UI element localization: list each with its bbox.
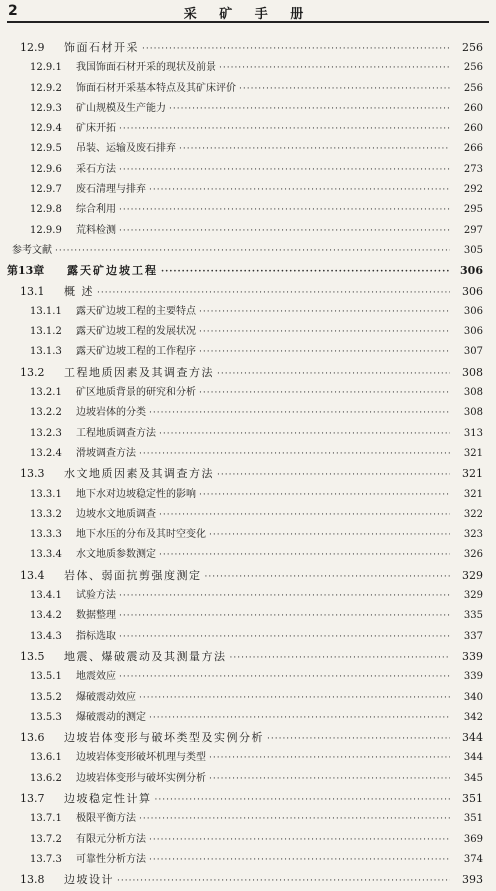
toc-entry-title: 边坡岩体的分类 (76, 407, 146, 419)
toc-entry-number: 13.4.2 (30, 610, 62, 622)
toc-entry-number: 13.6 (20, 731, 45, 745)
toc-entry-number: 13.1 (20, 284, 45, 298)
dot-leader (199, 485, 450, 505)
toc-entry-page: 306 (462, 284, 483, 298)
toc-entry (0, 160, 496, 180)
toc-entry (0, 403, 496, 423)
toc-entry (0, 830, 496, 850)
toc-entry (0, 708, 496, 728)
toc-entry-page: 345 (463, 772, 483, 784)
dot-leader (205, 567, 451, 587)
dot-leader (239, 79, 450, 99)
toc-entry-page: 329 (463, 590, 483, 602)
toc-entry-title: 露天矿边坡工程的工作程序 (76, 346, 196, 358)
toc-entry-title: 工程地质调查方法 (76, 427, 156, 439)
toc-entry (0, 200, 496, 220)
toc-entry-title: 地下水压的分布及其时空变化 (76, 529, 206, 541)
header-rule (7, 21, 489, 23)
dot-leader (149, 180, 450, 200)
dot-leader (55, 241, 450, 261)
toc-entry-title: 荒料检测 (76, 224, 116, 236)
toc-entry-number: 13.7.3 (30, 853, 62, 865)
toc-entry-number: 13.3.1 (30, 488, 62, 500)
toc-entry (0, 38, 496, 58)
dot-leader (159, 505, 450, 525)
toc-entry-page: 339 (462, 649, 483, 663)
toc-entry-title: 矿区地质背景的研究和分析 (76, 387, 196, 399)
toc-entry (0, 363, 496, 383)
toc-entry-number: 12.9 (20, 41, 45, 54)
toc-entry-number: 13.5.3 (30, 711, 62, 723)
toc-entry-title: 综合利用 (76, 204, 116, 216)
toc-entry-title: 采石方法 (76, 163, 116, 175)
toc-entry (0, 241, 496, 261)
toc-entry (0, 302, 496, 322)
toc-entry-page: 308 (463, 407, 483, 419)
toc-entry-page: 321 (463, 447, 483, 459)
dot-leader (219, 58, 450, 78)
toc-entry-title: 地震、爆破震动及其测量方法 (64, 649, 227, 663)
dot-leader (209, 525, 450, 545)
toc-entry-page: 322 (463, 508, 483, 520)
toc-entry-number: 12.9.3 (30, 102, 62, 114)
dot-leader (119, 627, 450, 647)
toc-entry-number: 13.6.1 (30, 752, 62, 764)
toc-entry-page: 323 (463, 529, 483, 541)
toc-entry-title: 饰面石材开采 (64, 41, 139, 54)
toc-entry (0, 545, 496, 565)
toc-entry-title: 水文地质因素及其调查方法 (64, 467, 214, 481)
toc-entry-title: 爆破震动的测定 (76, 711, 146, 723)
toc-entry (0, 383, 496, 403)
toc-entry-number: 13.5.1 (30, 671, 62, 683)
toc-entry-number: 13.2.3 (30, 427, 62, 439)
toc-entry-number: 13.5.2 (30, 691, 62, 703)
toc-entry-title: 可靠性分析方法 (76, 853, 146, 865)
toc-entry-title: 边坡岩体变形破坏机理与类型 (76, 752, 206, 764)
toc-entry (0, 282, 496, 302)
toc-entry-number: 12.9.8 (30, 204, 62, 216)
toc-entry-page: 340 (463, 691, 483, 703)
toc-entry-number: 13.1.3 (30, 346, 62, 358)
toc-entry-number: 13.4.1 (30, 590, 62, 602)
toc-entry-page: 313 (463, 427, 483, 439)
toc-entry-number: 13.2.4 (30, 447, 62, 459)
dot-leader (199, 342, 450, 362)
toc-entry-page: 306 (463, 326, 483, 338)
dot-leader (217, 364, 450, 384)
toc-entry (0, 809, 496, 829)
toc-entry-title: 极限平衡方法 (76, 813, 136, 825)
dot-leader (139, 688, 450, 708)
toc-entry-page: 335 (463, 610, 483, 622)
dot-leader (142, 39, 450, 59)
toc-entry-title: 我国饰面石材开采的现状及前景 (76, 62, 216, 74)
dot-leader (119, 160, 450, 180)
dot-leader (139, 809, 450, 829)
toc-entry-page: 351 (463, 813, 483, 825)
toc-entry (0, 850, 496, 870)
toc-entry (0, 79, 496, 99)
toc-entry-number: 12.9.6 (30, 163, 62, 175)
toc-entry-page: 326 (463, 549, 483, 561)
toc-entry (0, 870, 496, 890)
toc-entry (0, 769, 496, 789)
dot-leader (149, 850, 450, 870)
toc-entry-page: 374 (463, 853, 483, 865)
toc-entry (0, 424, 496, 444)
toc-entry-title: 爆破震动效应 (76, 691, 136, 703)
toc-entry (0, 119, 496, 139)
toc-entry (0, 627, 496, 647)
toc-entry-page: 308 (463, 387, 483, 399)
toc-entry-title: 边坡水文地质调查 (76, 508, 156, 520)
toc-entry-title: 滑坡调查方法 (76, 447, 136, 459)
toc-entry-page: 256 (463, 62, 483, 74)
toc-entry-title: 有限元分析方法 (76, 833, 146, 845)
toc-entry-number: 13.7 (20, 791, 45, 805)
dot-leader (119, 606, 450, 626)
toc-entry (0, 505, 496, 525)
toc-entry-page: 305 (463, 244, 483, 256)
dot-leader (119, 200, 450, 220)
toc-entry (0, 606, 496, 626)
dot-leader (159, 545, 450, 565)
toc-entry-title: 边坡岩体变形与破坏类型及实例分析 (64, 731, 264, 745)
dot-leader (149, 708, 450, 728)
toc-entry-page: 307 (463, 346, 483, 358)
toc-entry (0, 180, 496, 200)
toc-entry (0, 789, 496, 809)
toc-entry-number: 13.3.4 (30, 549, 62, 561)
toc-entry-page: 306 (463, 305, 483, 317)
toc-entry (0, 485, 496, 505)
toc-entry-title: 地震效应 (76, 671, 116, 683)
toc-entry-page: 256 (462, 41, 483, 54)
dot-leader (117, 871, 450, 891)
dot-leader (199, 322, 450, 342)
dot-leader (119, 586, 450, 606)
toc-entry-page: 273 (463, 163, 483, 175)
toc-entry-number: 13.7.2 (30, 833, 62, 845)
toc-entry (0, 58, 496, 78)
toc-entry-number: 13.2.2 (30, 407, 62, 419)
toc-entry-number: 13.3.3 (30, 529, 62, 541)
dot-leader (209, 769, 450, 789)
toc-entry (0, 647, 496, 667)
toc-entry-page: 337 (463, 630, 483, 642)
toc-entry (0, 221, 496, 241)
toc-entry-number: 13.5 (20, 649, 45, 663)
toc-entry-number: 13.8 (20, 873, 45, 887)
toc-entry-page: 260 (463, 123, 483, 135)
toc-entry-page: 339 (463, 671, 483, 683)
toc-entry-number: 13.7.1 (30, 813, 62, 825)
dot-leader (149, 403, 450, 423)
toc-entry-page: 308 (462, 365, 483, 379)
dot-leader (97, 283, 450, 303)
toc-entry-page: 321 (462, 467, 483, 481)
dot-leader (155, 790, 451, 810)
toc-chapter-entry (0, 261, 496, 281)
toc-entry (0, 728, 496, 748)
toc-entry-number: 12.9.9 (30, 224, 62, 236)
toc-entry (0, 586, 496, 606)
toc-entry-title: 露天矿边坡工程 (67, 264, 158, 278)
table-of-contents (0, 38, 496, 890)
toc-entry-page: 295 (463, 204, 483, 216)
toc-entry-number: 12.9.4 (30, 123, 62, 135)
toc-entry (0, 139, 496, 159)
toc-entry-title: 试验方法 (76, 590, 116, 602)
toc-entry-number: 12.9.5 (30, 143, 62, 155)
toc-entry-title: 废石清理与排弃 (76, 184, 146, 196)
toc-entry-number: 12.9.7 (30, 184, 62, 196)
toc-entry (0, 99, 496, 119)
toc-entry-page: 369 (463, 833, 483, 845)
dot-leader (161, 262, 450, 282)
toc-entry-page: 393 (462, 873, 483, 887)
toc-entry-number: 13.1.1 (30, 305, 62, 317)
toc-entry-title: 饰面石材开采基本特点及其矿床评价 (76, 82, 236, 94)
toc-entry-title: 岩体、弱面抗剪强度测定 (64, 568, 202, 582)
toc-entry-page: 321 (463, 488, 483, 500)
toc-entry-page: 351 (462, 791, 483, 805)
toc-entry-number: 12.9.2 (30, 82, 62, 94)
toc-entry-number: 13.2 (20, 365, 45, 379)
dot-leader (139, 444, 450, 464)
toc-entry-number: 13.4.3 (30, 630, 62, 642)
toc-entry (0, 444, 496, 464)
toc-entry (0, 342, 496, 362)
toc-entry-page: 306 (460, 264, 483, 278)
toc-entry (0, 688, 496, 708)
toc-entry-number: 第13章 (7, 264, 45, 278)
toc-entry-title: 参考文献 (12, 244, 52, 256)
toc-entry-page: 344 (463, 752, 483, 764)
toc-entry-title: 指标选取 (76, 630, 116, 642)
dot-leader (119, 119, 450, 139)
dot-leader (169, 99, 450, 119)
toc-entry-title: 边坡稳定性计算 (64, 791, 152, 805)
toc-entry-title: 数据整理 (76, 610, 116, 622)
dot-leader (209, 748, 450, 768)
toc-entry-title: 矿床开拓 (76, 123, 116, 135)
toc-entry (0, 667, 496, 687)
dot-leader (179, 139, 450, 159)
toc-entry (0, 525, 496, 545)
page-header (0, 0, 496, 22)
dot-leader (217, 465, 450, 485)
toc-entry-number: 13.3 (20, 467, 45, 481)
toc-entry-page: 260 (463, 102, 483, 114)
toc-entry-number: 13.1.2 (30, 326, 62, 338)
toc-entry-page: 256 (463, 82, 483, 94)
dot-leader (119, 221, 450, 241)
toc-entry-title: 矿山规模及生产能力 (76, 102, 166, 114)
toc-entry-number: 13.4 (20, 568, 45, 582)
toc-entry-title: 吊装、运输及废石排弃 (76, 143, 176, 155)
toc-entry-page: 266 (463, 143, 483, 155)
dot-leader (230, 648, 451, 668)
dot-leader (119, 667, 450, 687)
toc-entry-title: 概 述 (64, 284, 94, 298)
toc-entry (0, 464, 496, 484)
toc-entry (0, 322, 496, 342)
toc-entry (0, 748, 496, 768)
toc-entry-title: 工程地质因素及其调查方法 (64, 365, 214, 379)
dot-leader (159, 424, 450, 444)
toc-entry-title: 边坡岩体变形与破坏实例分析 (76, 772, 206, 784)
toc-entry-page: 342 (463, 711, 483, 723)
dot-leader (199, 302, 450, 322)
book-title: 采 矿 手 册 (183, 7, 313, 22)
toc-entry-number: 13.6.2 (30, 772, 62, 784)
dot-leader (267, 729, 450, 749)
toc-entry-title: 露天矿边坡工程的主要特点 (76, 305, 196, 317)
toc-entry-number: 12.9.1 (30, 62, 62, 74)
toc-entry-title: 露天矿边坡工程的发展状况 (76, 326, 196, 338)
toc-entry-title: 地下水对边坡稳定性的影响 (76, 488, 196, 500)
toc-entry-page: 297 (463, 224, 483, 236)
toc-entry-page: 329 (462, 568, 483, 582)
toc-entry-number: 13.2.1 (30, 387, 62, 399)
toc-entry-page: 344 (462, 731, 483, 745)
dot-leader (199, 383, 450, 403)
dot-leader (149, 830, 450, 850)
toc-entry-number: 13.3.2 (30, 508, 62, 520)
toc-entry-title: 边坡设计 (64, 873, 114, 887)
toc-entry (0, 566, 496, 586)
toc-entry-title: 水文地质参数测定 (76, 549, 156, 561)
toc-entry-page: 292 (463, 184, 483, 196)
page-number: 2 (8, 3, 18, 19)
